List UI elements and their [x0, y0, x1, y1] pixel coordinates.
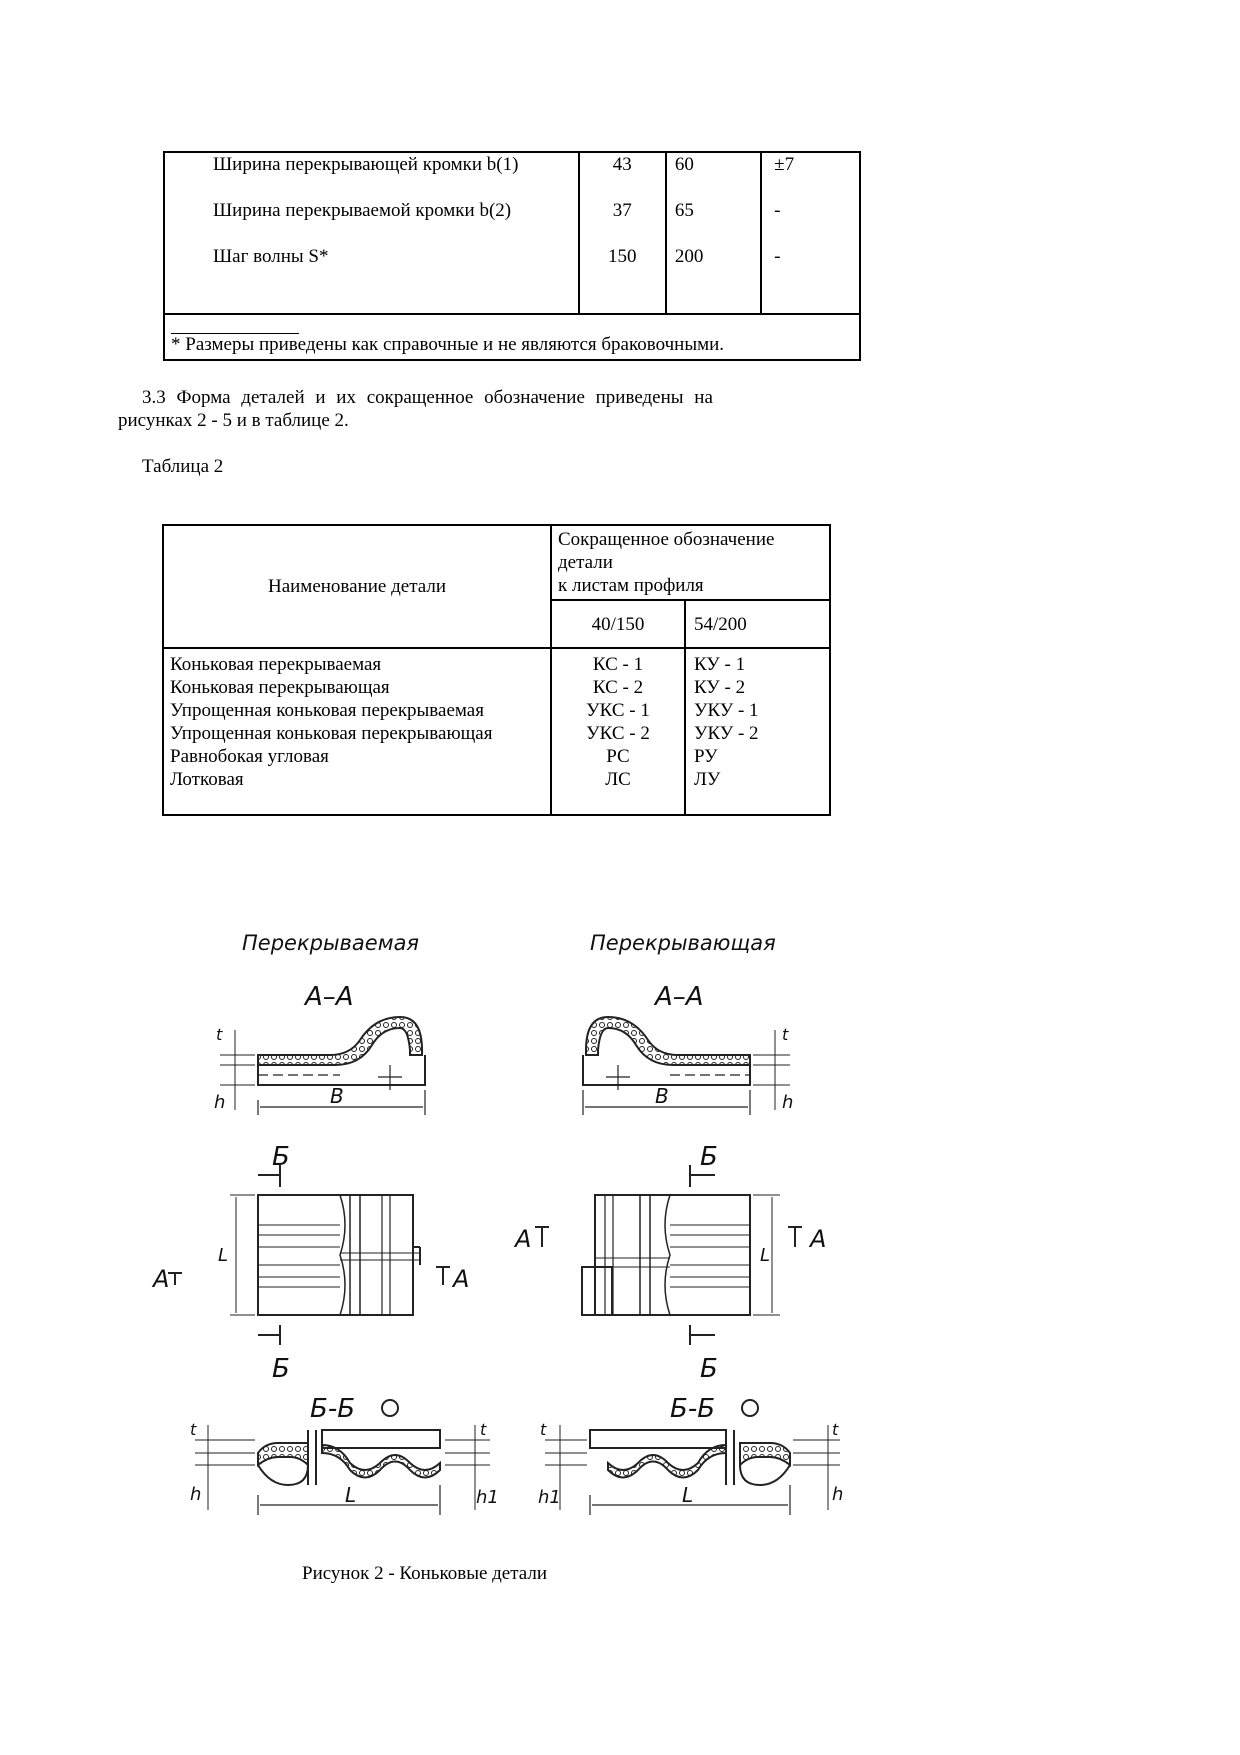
table-cell: ±7	[774, 154, 795, 175]
right-section-profile	[583, 1017, 790, 1115]
dim-h1-label: h1	[476, 1487, 499, 1508]
parts-table	[162, 524, 831, 816]
dim-t-label: t	[480, 1420, 487, 1439]
table-row: Ширина перекрывающей кромки b(1)	[213, 154, 519, 175]
dim-h1-label: h1	[538, 1487, 561, 1508]
dim-b-label: В	[655, 1084, 669, 1108]
left-section-bb: Б-Б	[310, 1394, 356, 1424]
table-cell: -	[774, 200, 781, 221]
figure-caption: Рисунок 2 - Коньковые детали	[302, 1563, 548, 1584]
list-item: Коньковая перекрывающая	[170, 677, 390, 698]
paragraph-line-1: 3.3 Форма деталей и их сокращенное обозначение приведены на	[142, 387, 713, 408]
dim-l-label: L	[218, 1245, 229, 1266]
list-item: КУ - 1	[694, 654, 746, 675]
dim-l-label: L	[760, 1245, 771, 1266]
codes-40-150	[551, 648, 685, 815]
left-section-profile	[220, 1017, 425, 1115]
footnote: * Размеры приведены как справочные и не являются браковочными.	[171, 334, 725, 355]
cut-b-label: Б	[272, 1354, 290, 1384]
footnote-cell	[164, 314, 860, 360]
cut-a-label: А	[453, 1265, 470, 1293]
dim-t-label: t	[190, 1420, 197, 1439]
list-item: ЛС	[605, 769, 631, 790]
cut-b-label: Б	[272, 1142, 290, 1172]
list-item: Равнобокая угловая	[170, 746, 329, 767]
list-item: Упрощенная коньковая перекрываемая	[170, 700, 484, 721]
ridge-parts-drawing	[150, 925, 850, 1545]
dim-h-label: h	[832, 1484, 844, 1505]
cut-a-label: А	[153, 1265, 170, 1293]
right-section-aa: А–А	[655, 982, 704, 1012]
table-cell: 65	[674, 200, 694, 221]
dim-b-label: В	[330, 1084, 344, 1108]
footnote-row	[164, 314, 860, 360]
list-item: Коньковая перекрываемая	[170, 654, 382, 675]
table-cell: 43	[612, 154, 632, 175]
dim-h-label: h	[782, 1092, 794, 1113]
list-item: УКУ - 1	[694, 700, 759, 721]
table-cell: 150	[608, 246, 637, 267]
list-item: Лотковая	[170, 769, 244, 790]
dim-h-label: h	[214, 1092, 226, 1113]
table-body-row	[163, 648, 830, 815]
dimension-values-40	[579, 152, 666, 314]
dim-l-label: L	[682, 1483, 694, 1507]
list-item: КС - 2	[592, 677, 644, 698]
part-names	[163, 648, 551, 815]
subheader-54-200: 54/200	[685, 600, 830, 648]
list-item: КС - 1	[592, 654, 644, 675]
left-section-aa: А–А	[305, 982, 354, 1012]
table-cell: -	[774, 246, 781, 267]
dim-h-label: h	[190, 1484, 202, 1505]
table-cell: 60	[674, 154, 694, 175]
list-item: УКУ - 2	[694, 723, 759, 744]
table-caption: Таблица 2	[142, 456, 224, 477]
dimension-names	[164, 152, 579, 314]
left-plan-view	[230, 1195, 420, 1315]
dim-t-label: t	[832, 1420, 839, 1439]
table-cell: 37	[612, 200, 632, 221]
right-section-bb: Б-Б	[670, 1394, 716, 1424]
list-item: Упрощенная коньковая перекрывающая	[170, 723, 493, 744]
table-row: Ширина перекрываемой кромки b(2)	[213, 200, 512, 221]
table-cell: 200	[674, 246, 704, 267]
dimension-tolerance	[761, 152, 860, 314]
list-item: РС	[606, 746, 630, 767]
list-item: УКС - 1	[586, 700, 650, 721]
cut-b-label: Б	[700, 1354, 718, 1384]
right-title: Перекрывающая	[590, 931, 776, 955]
cut-a-label: А	[515, 1225, 532, 1253]
dim-t-label: t	[782, 1025, 789, 1044]
paragraph-line-2: рисунках 2 - 5 и в таблице 2.	[118, 410, 349, 431]
right-plan-view	[582, 1195, 780, 1315]
left-title: Перекрываемая	[242, 931, 420, 955]
dim-l-label: L	[345, 1483, 357, 1507]
cut-a-label: А	[810, 1225, 827, 1253]
header-abbr-line: к листам профиля	[558, 575, 704, 596]
dimensions-rows	[164, 152, 860, 314]
codes-54-200	[685, 648, 830, 815]
cut-b-label: Б	[700, 1142, 718, 1172]
table-header-row	[163, 525, 830, 600]
list-item: УКС - 2	[586, 723, 650, 744]
header-name: Наименование детали	[163, 525, 551, 648]
left-wave-profile	[195, 1425, 490, 1515]
dimensions-table	[163, 151, 861, 361]
table-row: Шаг волны S*	[213, 246, 329, 267]
list-item: РУ	[694, 746, 718, 767]
dim-t-label: t	[216, 1025, 223, 1044]
header-abbr-line: Сокращенное обозначение	[558, 529, 775, 550]
header-abbr-line: детали	[558, 552, 613, 573]
header-abbr	[551, 525, 830, 600]
list-item: КУ - 2	[694, 677, 746, 698]
dim-t-label: t	[540, 1420, 547, 1439]
subheader-40-150: 40/150	[551, 600, 685, 648]
dimension-values-54	[666, 152, 761, 314]
list-item: ЛУ	[694, 769, 721, 790]
